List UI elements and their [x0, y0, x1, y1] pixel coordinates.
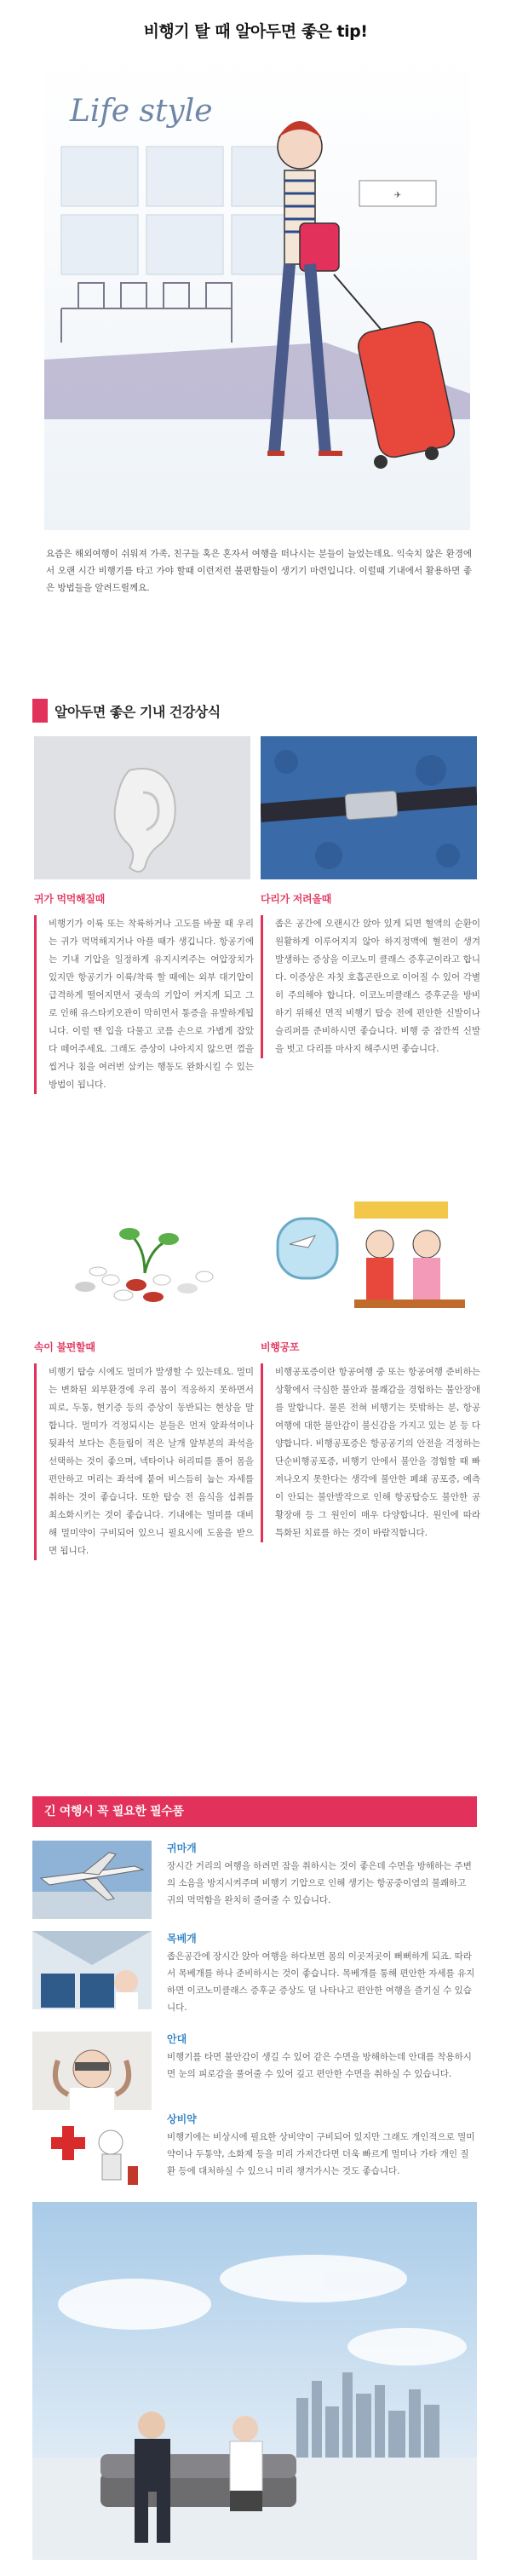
first-aid-desc: 비행기에는 비상시에 필요한 상비약이 구비되어 있지만 그래도 개인적으로 멀미약이나 두통약, 소화제 등을 미리 가져간다면 더욱 빠르게 멀미나 가타 개인 질환 등에 대처하실 수 있으니 미리 챙겨가시는 것도 좋습니다.: [167, 2132, 475, 2176]
svg-text:✈: ✈: [393, 191, 402, 200]
airplane-thumb: [32, 1841, 152, 1919]
seatbelt-illustration: [261, 736, 477, 879]
essentials-heading: 긴 여행시 꼭 필요한 필수품: [32, 1796, 477, 1827]
earplugs-label: 귀마개: [167, 1842, 197, 1854]
eye-mask-label: 안대: [167, 2033, 187, 2045]
stomach-tip-body: 비행기 탑승 시에도 멀미가 발생할 수 있는데요. 멀미는 변화된 외부환경에 우리 몸이 적응하지 못하면서 피로, 두통, 현기증 등의 증상이 동반되는 현상을 말합니다. 멀미가 걱정되시는 분들은 먼저 앞좌석이나 뒷좌석 보다는 흔들림이 적은 날개 앞부분의 좌석을 선택하는 것이 좋으며, 넥타이나 허리띠를 풀어 몸을 편안하고 머리는 좌석에 붙여 비스듬히 눕는 자세를 취하는 것이 좋습니다. 또한 탑승 전 음식을 섭취를 최소화시키는 것이 좋습니다. 기내에는 멀미를 대비해 멀미약이 구비되어 있으니 필요시에 도움을 받으면 됩니다.: [34, 1363, 254, 1560]
hero-illustration: [44, 53, 470, 530]
sleeper-thumb: [32, 2031, 152, 2110]
ear-tip-body: 비행기가 이륙 또는 착륙하거나 고도를 바꿀 때 우리는 귀가 먹먹해지거나 아플 때가 생깁니다. 항공기에는 기내 기압을 일정하게 유지시켜주는 여압장치가 있지만 항공기가 이륙/착륙 할 때에는 외부 대기압이 급격하게 떨어지면서 귓속의 기압이 커지게 되고 그로 인해 유스타키오관이 막히면서 통증을 유발하게됩니다. 이럴 땐 입을 다물고 코를 손으로 가볍게 잡았다 떼어주세요. 그래도 증상이 나아지지 않으면 껌을 씹거나 침을 여러번 삼키는 행동도 완화시킬 수 있는 방법이 됩니다.: [34, 915, 254, 1094]
bench: [100, 2454, 296, 2507]
ear-image: [34, 736, 250, 879]
eye-mask-desc: 비행기를 타면 불안감이 생길 수 있어 같은 수면을 방해하는데 안대를 착용하시면 눈의 피로감을 풀어줄 수 있어 깊고 편안한 수면을 취하실 수 있습니다.: [167, 2052, 472, 2079]
fear-of-flying-illustration: [261, 1184, 477, 1328]
hero-script-text: Life style: [70, 94, 213, 129]
fear-of-flying-image: [261, 1184, 477, 1328]
fear-tip-body: 비행공포증이란 항공여행 중 또는 항공여행 준비하는 상황에서 극심한 불안과 불쾌감을 경험하는 불안장애를 말합니다. 물론 전혀 비행기는 뜻밖하는 분, 항공여행에 대한 불안감이 불신감을 가지고 있는 분 등 다양합니다. 비행공포증은 항공공기의 안전을 걱정하는 단순비행공포증, 비행기 안에서 불안을 경험할 때 빠져나오지 못한다는 생각에 불안한 폐쇄 공포증, 예측이 안되는 불안발작으로 인해 항공탑승도 불안한 공황장애 등 그 원인이 매우 다양합니다. 원인에 따라 특화된 치료를 하는 것이 바람직합니다.: [261, 1363, 480, 1542]
heading-accent-bar: [32, 699, 48, 723]
cabin-image: [32, 1931, 152, 2009]
airplane-image: [32, 1841, 152, 1919]
pills-image: [34, 1184, 250, 1328]
health-tips-heading: [32, 699, 221, 723]
neck-pillow-desc: 좁은공간에 장시간 앉아 여행을 하다보면 몸의 이곳저곳이 뻐뻐하게 되죠. 따라서 목베개를 하나 준비하시는 것이 좋습니다. 목베개를 통해 편안한 자세를 유지하면 이코노미클래스 증후군 증상도 덜 나타나고 편안한 여행을 즐기실 수 있습니다.: [167, 1951, 475, 2013]
page-title: 비행기 탈 때 알아두면 좋은 tip!: [143, 22, 368, 41]
seatbelt-image: [261, 736, 477, 879]
ear-tip-title: 귀가 먹먹해질때: [34, 893, 105, 905]
business-travelers-image: [32, 2202, 477, 2560]
stomach-tip-title: 속이 불편할때: [34, 1341, 95, 1353]
leg-tip-body: 좁은 공간에 오랜시간 앉아 있게 되면 혈액의 순환이 원활하게 이루어지지 않아 하지정맥에 혈전이 생겨 발생하는 증상을 이코노미 클래스 증후군이라고 합니다. 이증상은 자칫 호흡곤란으로 이어질 수 있어 각별히 주의해야 합니다. 이코노미클래스 증후군을 방비하기 위해선 면적 비행기 탑승 전에 편안한 신발이나 슬리퍼를 준비하시면 좋습니다. 비행 중 잠깐씩 신발을 벗고 다리를 마사지 해주시면 좋습니다.: [261, 915, 480, 1058]
pills-illustration: [34, 1184, 250, 1328]
intro-text: 요즘은 해외여행이 쉬워져 가족, 친구들 혹은 혼자서 여행을 떠나시는 분들이 늘었는데요. 익숙치 않은 환경에서 오랜 시간 비행기를 타고 가야 할때 이런저런 불편함들이 생기기 마련입니다. 이럴때 기내에서 활용하면 좋은 방법들을 알려드릴께요.: [46, 549, 472, 593]
cabin-thumb: [32, 1931, 152, 2009]
hero-svg: [44, 53, 470, 530]
businesswoman: [230, 2416, 262, 2511]
sleeper-image: [32, 2031, 152, 2110]
ear-illustration: [34, 736, 250, 879]
fear-tip-title: 비행공포: [261, 1341, 300, 1353]
neck-pillow-label: 목베개: [167, 1933, 197, 1945]
leg-tip-title: 다리가 저려올때: [261, 893, 331, 905]
business-travelers-illustration: [32, 2202, 477, 2560]
earplugs-desc: 장시간 거리의 여행을 하려면 잠을 취하시는 것이 좋은데 수면을 방해하는 주변의 소음을 방지시켜주며 비행기 기압으로 인해 생기는 항공중이염의 불쾌하고 귀의 먹먹함을 완치히 줄어줄 수 있습니다.: [167, 1861, 472, 1905]
first-aid-label: 상비약: [167, 2113, 197, 2125]
departures-sign: [359, 181, 436, 206]
health-tips-heading-text: 알아두면 좋은 기내 건강상식: [55, 703, 221, 720]
first-aid-image: [32, 2112, 152, 2190]
first-aid-thumb: [32, 2112, 152, 2190]
